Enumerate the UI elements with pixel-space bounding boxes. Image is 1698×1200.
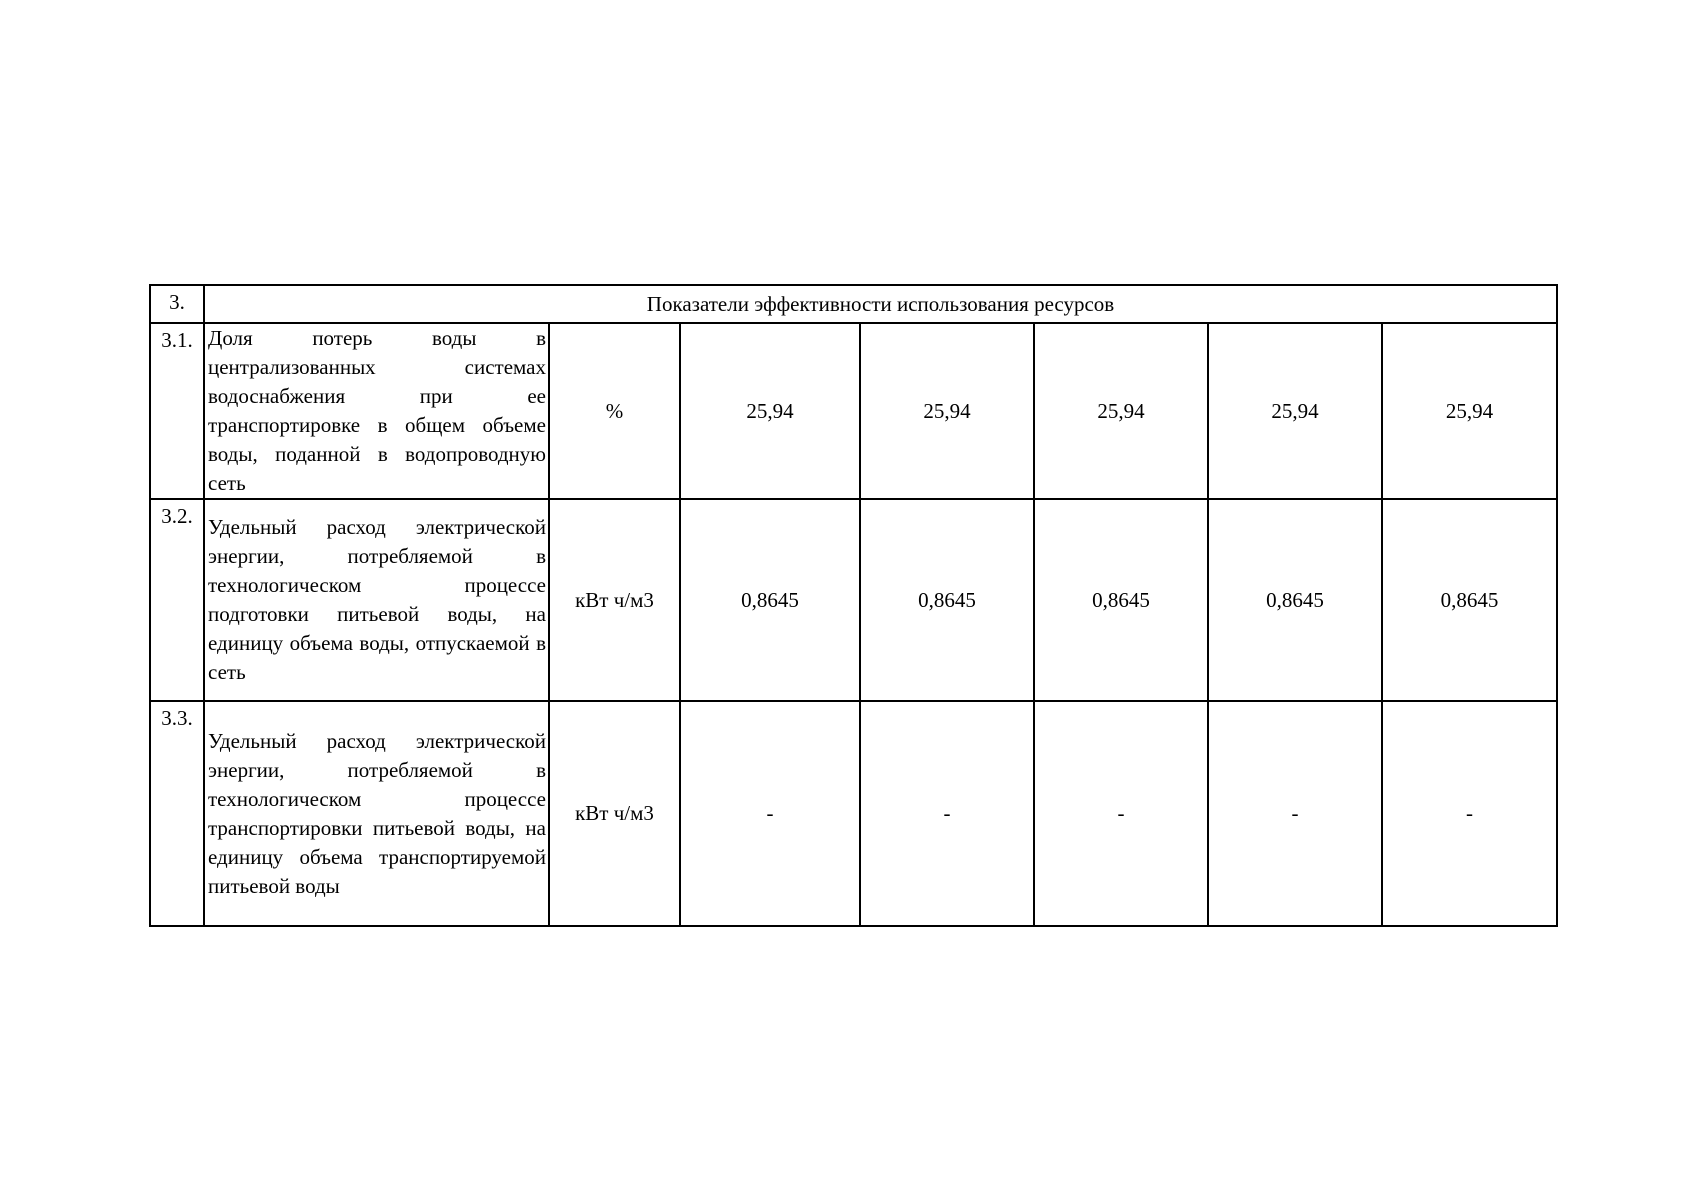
indicator-name: Доля потерь воды в централизованных системах водоснабжения при ее транспортировке в общем объеме воды, поданной в водопроводную сеть [204,323,549,499]
value-cell: 25,94 [1382,323,1557,499]
table-row [150,499,1557,701]
unit-cell: % [549,323,680,499]
table-row [150,701,1557,926]
value-cell: 0,8645 [680,499,860,701]
value-cell: 0,8645 [1034,499,1208,701]
row-number: 3.2. [150,499,204,701]
unit-cell: кВт ч/м3 [549,499,680,701]
value-cell: - [680,701,860,926]
row-number: 3.3. [150,701,204,926]
unit-cell: кВт ч/м3 [549,701,680,926]
value-cell: 25,94 [1208,323,1382,499]
indicators-table [149,284,1558,927]
value-cell: - [1208,701,1382,926]
value-cell: 0,8645 [1382,499,1557,701]
row-number: 3.1. [150,323,204,499]
section-title: Показатели эффективности использования ресурсов [204,285,1557,323]
value-cell: - [860,701,1034,926]
section-header-row [150,285,1557,323]
value-cell: - [1382,701,1557,926]
section-number: 3. [150,285,204,323]
value-cell: 25,94 [1034,323,1208,499]
table-row [150,323,1557,499]
value-cell: - [1034,701,1208,926]
value-cell: 0,8645 [860,499,1034,701]
value-cell: 25,94 [680,323,860,499]
indicator-name: Удельный расход электрической энергии, потребляемой в технологическом процессе транспортировки питьевой воды, на единицу объема транспортируемой питьевой воды [204,701,549,926]
value-cell: 0,8645 [1208,499,1382,701]
indicator-name: Удельный расход электрической энергии, потребляемой в технологическом процессе подготовки питьевой воды, на единицу объема воды, отпускаемой в сеть [204,499,549,701]
value-cell: 25,94 [860,323,1034,499]
